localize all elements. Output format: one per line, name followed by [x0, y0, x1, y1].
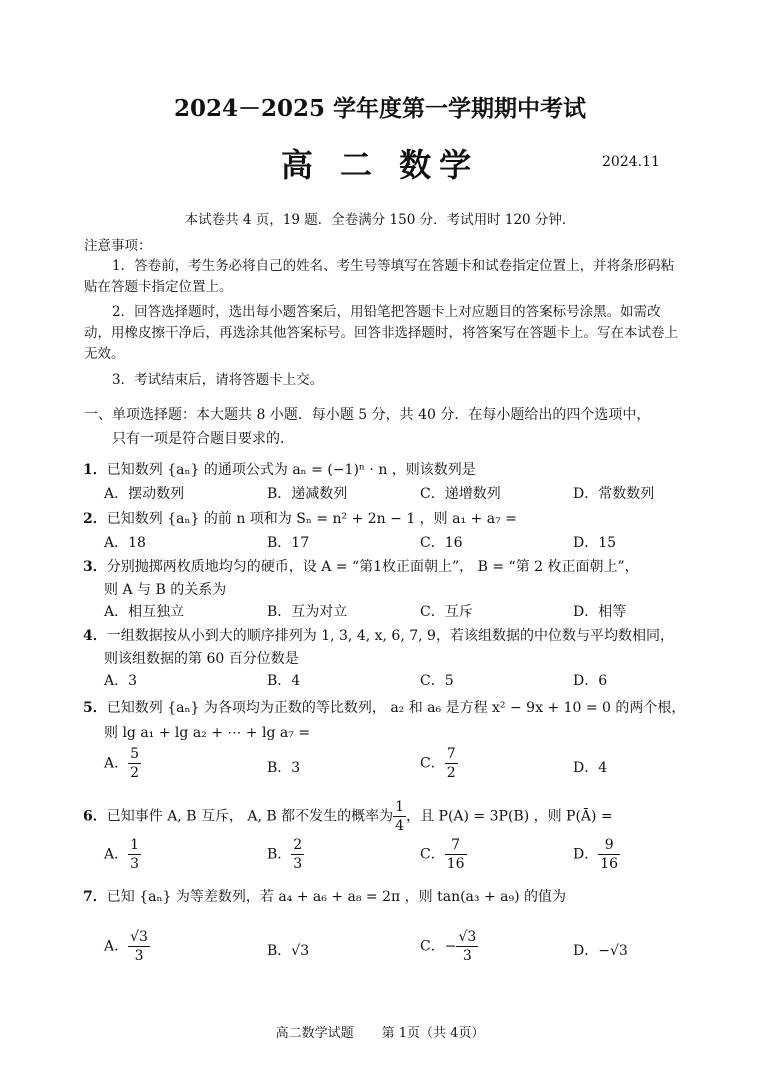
option-b: B．3: [267, 760, 301, 776]
fraction: $\frac{7}{2}$: [446, 746, 456, 781]
question-3-options: [104, 601, 664, 625]
question-2-options: [104, 532, 664, 556]
question-7-options: [104, 928, 664, 972]
option-c: C．5: [420, 673, 454, 689]
question-6-options: [104, 836, 664, 880]
option-b: B．递减数列: [267, 486, 348, 502]
fraction: $\frac{9}{16}$: [600, 837, 619, 872]
notice-item-1: 1．答卷前，考生务必将自己的姓名、考生号等填写在答题卡和试卷指定位置上，并将条形码粘贴在答题卡指定位置上。: [84, 258, 675, 295]
exam-title: 2024－2025 学年度第一学期期中考试: [173, 95, 587, 122]
question-5-stem: 5．已知数列 {aₙ} 为各项均为正数的等比数列， a₂ 和 a₆ 是方程 x² − 9x + 10 = 0 的两个根，: [83, 700, 686, 716]
footer-page-number: 第 1页（共 4页）: [381, 1026, 485, 1041]
fraction: $\frac{√3}{3}$: [458, 929, 477, 964]
question-1-options: [104, 483, 664, 507]
question-4-stem: 4．一组数据按从小到大的顺序排列为 1, 3, 4, x, 6, 7, 9，若该组数据的中位数与平均数相同，: [83, 628, 674, 644]
footer-subject: 高二数学试题: [275, 1026, 354, 1041]
option-a: A．摆动数列: [104, 486, 185, 502]
fraction: $\frac{1}{4}$: [395, 799, 405, 834]
option-a: A．3: [104, 673, 138, 689]
option-d: D．6: [573, 673, 608, 689]
fraction: $\frac{√3}{3}$: [130, 929, 148, 964]
question-1-stem: 1．已知数列 {aₙ} 的通项公式为 aₙ = (−1)ⁿ · n ，则该数列是: [83, 462, 476, 478]
option-b: B． $\frac{2}{3}$: [267, 837, 303, 872]
question-2-stem: 2．已知数列 {aₙ} 的前 n 项和为 Sₙ = n² + 2n − 1 ，则 a₁ + a₇ =: [83, 511, 517, 527]
exam-date: 2024.11: [602, 154, 660, 170]
exam-summary: 本试卷共 4 页，19 题．全卷满分 150 分．考试用时 120 分钟．: [184, 212, 576, 228]
option-b: B．17: [267, 535, 310, 551]
option-d: D． $\frac{9}{16}$: [573, 837, 619, 872]
question-3-stem-2: 则 A 与 B 的关系为: [104, 582, 227, 598]
option-d: D．4: [573, 760, 608, 776]
fraction: $\frac{1}{3}$: [130, 837, 140, 872]
fraction: $\frac{2}{3}$: [293, 837, 303, 872]
section-heading-line1: 一、单项选择题：本大题共 8 小题．每小题 5 分，共 40 分．在每小题给出的四个选项中，: [84, 407, 651, 423]
question-3-stem: 3．分别抛掷两枚质地均匀的硬币，设 A = “第1枚正面朝上”， B = “第 2 枚正面朝上”，: [83, 559, 639, 575]
option-a: A．相互独立: [104, 604, 185, 620]
question-5-stem-2: 则 lg a₁ + lg a₂ + ⋯ + lg a₇ =: [104, 725, 311, 741]
question-4-options: [104, 670, 664, 694]
page-footer: [0, 1022, 760, 1041]
fraction: $\frac{7}{16}$: [446, 837, 465, 872]
notice-item-3: 3．考试结束后，请将答题卡上交。: [112, 372, 324, 388]
option-c: C．互斥: [420, 604, 473, 620]
option-d: D．相等: [573, 604, 627, 620]
option-b: B．互为对立: [267, 604, 348, 620]
option-d: D．−√3: [573, 943, 628, 959]
option-d: D．15: [573, 535, 617, 551]
exam-subject: 高 二 数学: [280, 146, 480, 184]
section-heading-line2: 只有一项是符合题目要求的．: [112, 431, 294, 447]
notice-label: 注意事项：: [84, 238, 152, 254]
option-b: B．4: [267, 673, 301, 689]
option-a: A．18: [104, 535, 146, 551]
option-c: C． $\frac{7}{2}$: [420, 746, 456, 781]
question-7-stem: 7．已知 {aₙ} 为等差数列，若 a₄ + a₆ + a₈ = 2π ，则 tan(a₃ + a₉) 的值为: [83, 889, 567, 905]
question-6-stem: 6．已知事件 A, B 互斥， A, B 都不发生的概率为 $\frac{1}{4}$ ，且 P(A) = 3P(B) ，则 P(Ā) =: [83, 799, 613, 834]
option-d: D．常数数列: [573, 486, 655, 502]
question-4-stem-2: 则该组数据的第 60 百分位数是: [104, 651, 299, 667]
option-a: A． $\frac{1}{3}$: [104, 837, 140, 872]
option-a: A． $\frac{√3}{3}$: [104, 929, 148, 964]
option-c: C．16: [420, 535, 463, 551]
option-a: A． $\frac{5}{2}$: [104, 746, 140, 781]
option-c: C．− $\frac{√3}{3}$: [420, 929, 477, 964]
option-b: B．√3: [267, 943, 310, 959]
option-c: C． $\frac{7}{16}$: [420, 837, 465, 872]
notice-item-2: 2．回答选择题时，选出每小题答案后，用铅笔把答题卡上对应题目的答案标号涂黑。如需改动，用橡皮擦干净后，再选涂其他答案标号。回答非选择题时，将答案写在答题卡上。写在本试卷上无效。: [84, 304, 678, 362]
fraction: $\frac{5}{2}$: [130, 746, 140, 781]
option-c: C．递增数列: [420, 486, 501, 502]
question-5-options: [104, 745, 664, 789]
